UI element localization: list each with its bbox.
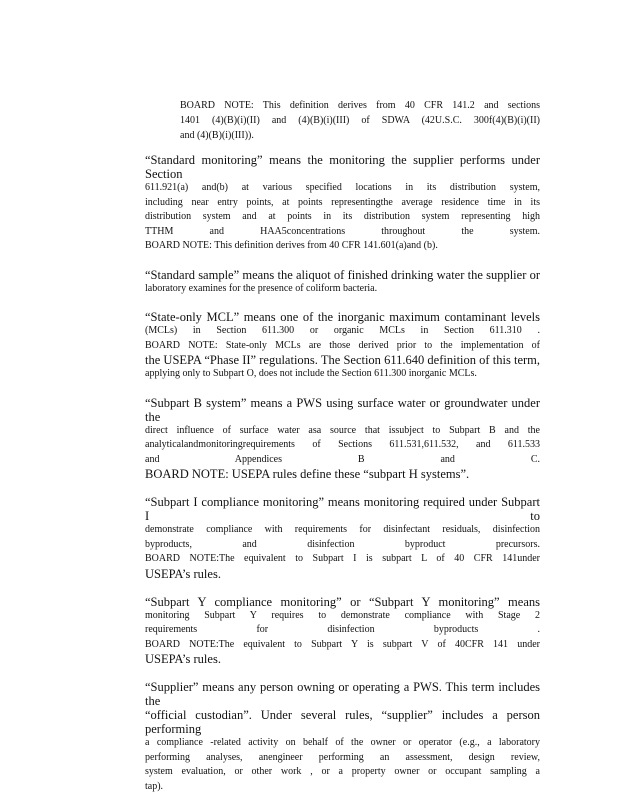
definition-text-line: BOARD NOTE:The equivalent to Subpart I is subpart L of 40 CFR 141under [145, 553, 540, 564]
definition-text-line: USEPA’s rules. [145, 566, 221, 581]
definition-text-line: performing analyses, anengineer performing an assessment, design review, [145, 751, 540, 763]
definition-paragraph [145, 310, 540, 382]
definition-text-line: (MCLs) in Section 611.300 or organic MCLs in Section 611.310 . [145, 325, 540, 336]
definition-text-line: 611.921(a) and(b) at various specified locations in its distribution system, [145, 182, 540, 193]
definition-term-line: “Subpart I compliance monitoring” means monitoring required under Subpart I to [145, 495, 540, 523]
note-line: 1401 (4)(B)(i)(II) and (4)(B)(i)(III) of SDWA (42U.S.C. 300f(4)(B)(i)(II) [180, 115, 540, 126]
definition-text-line: TTHM and HAA5concentrations throughout the system. [145, 225, 540, 237]
definition-text-line: BOARD NOTE:The equivalent to Subpart Y is subpart V of 40CFR 141 under [145, 638, 540, 650]
definition-text-line: a compliance -related activity on behalf of the owner or operator (e.g., a laboratory [145, 737, 540, 748]
definition-text-line: byproducts, and disinfection byproduct precursors. [145, 538, 540, 550]
definition-text-line: tap). [145, 780, 164, 792]
note-line: BOARD NOTE: This definition derives from 40 CFR 141.2 and sections [180, 100, 540, 111]
definition-text-line: demonstrate compliance with requirements for disinfectant residuals, disinfection [145, 524, 540, 535]
definition-text-line: applying only to Subpart O, does not include the Section 611.300 inorganic MCLs. [145, 368, 477, 379]
definition-term-line: “State-only MCL” means one of the inorganic maximum contaminant levels [145, 310, 540, 324]
definition-term-line: “Standard monitoring” means the monitoring the supplier performs under Section [145, 153, 540, 181]
definition-text-line: analyticalandmonitoringrequirements of Sections 611.531,611.532, and 611.533 [145, 439, 540, 450]
definition-text-line: BOARD NOTE: USEPA rules define these “subpart H systems”. [145, 467, 470, 481]
note-line: and (4)(B)(i)(III)). [180, 130, 254, 141]
definition-text-line: direct influence of surface water asa source that issubject to Subpart B and the [145, 424, 540, 436]
definitions-list [145, 153, 540, 808]
definition-text-line: and Appendices B and C. [145, 453, 540, 465]
definition-text-line: including near entry points, at points representingthe average residence time in its [145, 196, 540, 208]
definition-paragraph [145, 396, 540, 482]
board-note-top [180, 98, 540, 143]
definition-paragraph [145, 153, 540, 254]
definition-paragraph [145, 495, 540, 581]
definition-paragraph [145, 680, 540, 794]
definition-text-line: USEPA’s rules. [145, 652, 221, 666]
definition-text-line: distribution system and at points in its distribution system representing high [145, 211, 540, 222]
definition-term-line: “Subpart B system” means a PWS using surface water or groundwater under the [145, 395, 540, 424]
definition-text-line: “official custodian”. Under several rules, “supplier” includes a person performing [145, 708, 540, 736]
definition-text-line: BOARD NOTE: State-only MCLs are those derived prior to the implementation of [145, 339, 540, 351]
definition-text-line: requirements for disinfection byproducts . [145, 624, 540, 635]
definition-paragraph [145, 268, 540, 297]
definition-term-line: “Subpart Y compliance monitoring” or “Subpart Y monitoring” means [145, 594, 540, 609]
definition-text-line: BOARD NOTE: This definition derives from 40 CFR 141.601(a)and (b). [145, 240, 438, 251]
definition-text-line: the USEPA “Phase II” regulations. The Section 611.640 definition of this term, [145, 353, 540, 367]
definition-paragraph [145, 595, 540, 667]
definition-text-line: laboratory examines for the presence of coliform bacteria. [145, 282, 378, 294]
definition-text-line: system evaluation, or other work , or a property owner or occupant sampling a [145, 766, 540, 777]
definition-term-line: “Standard sample” means the aliquot of finished drinking water the supplier or [145, 267, 540, 282]
definition-term-line: “Supplier” means any person owning or operating a PWS. This term includes the [145, 680, 540, 708]
definition-text-line: monitoring Subpart Y requires to demonstrate compliance with Stage 2 [145, 609, 540, 621]
